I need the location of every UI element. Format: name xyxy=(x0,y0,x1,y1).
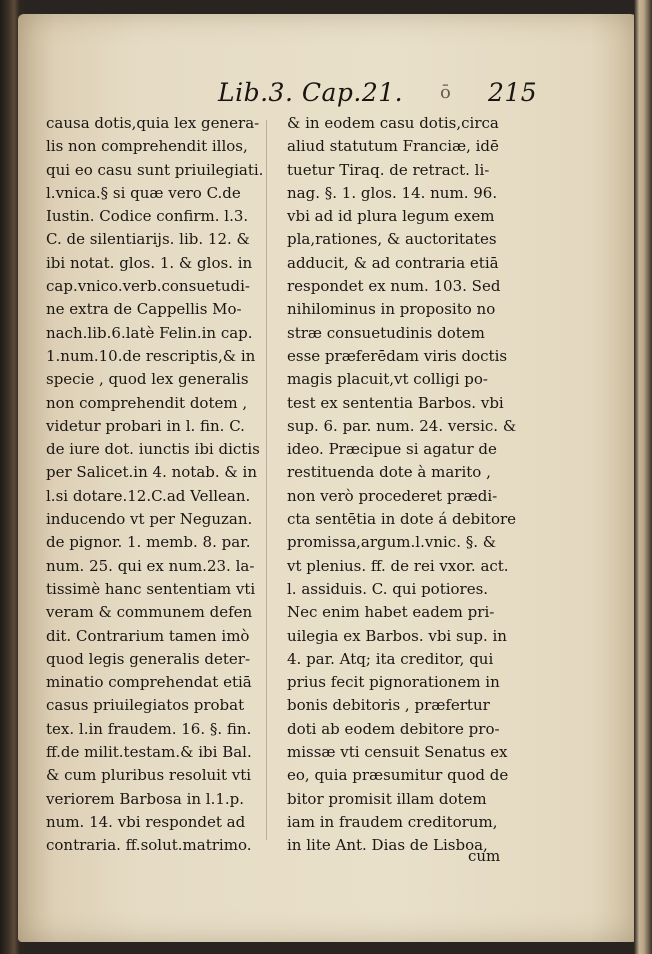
text-line: 4. par. Atq; ita creditor, qui xyxy=(287,649,494,668)
text-line: uilegia ex Barbos. vbi sup. in xyxy=(287,626,507,645)
text-line: cta sentētia in dote á debitore xyxy=(287,510,517,529)
text-line: vt plenius. ff. de rei vxor. act. xyxy=(287,556,509,575)
text-line: tex. l.in fraudem. 16. §. fin. xyxy=(46,719,252,738)
text-line: promissa,argum.l.vnic. §. & xyxy=(287,533,497,552)
text-line: lis non comprehendit illos, xyxy=(46,137,248,156)
right-text-column xyxy=(287,112,517,858)
text-line: magis placuit,vt colligi po- xyxy=(287,370,488,389)
text-line: esse præferēdam viris doctis xyxy=(287,346,508,365)
text-line: respondet ex num. 103. Sed xyxy=(287,277,501,296)
text-line: aliud statutum Franciæ, idē xyxy=(287,137,499,156)
text-line: cap.vnico.verb.consuetudi- xyxy=(46,277,250,296)
text-line: per Salicet.in 4. notab. & in xyxy=(46,463,257,482)
text-line: l. assiduis. C. qui potiores. xyxy=(287,579,489,598)
text-line: & in eodem casu dotis,circa xyxy=(287,114,499,132)
text-line: Iustin. Codice confirm. l.3. xyxy=(46,207,249,226)
text-line: non verò procederet prædi- xyxy=(287,486,498,505)
running-title: Lib.3. Cap.21. xyxy=(218,78,404,107)
text-line: ibi notat. glos. 1. & glos. in xyxy=(46,253,253,272)
text-line: l.vnica.§ si quæ vero C.de xyxy=(46,183,241,202)
text-line: casus priuilegiatos probat xyxy=(46,696,245,715)
catchword: cum xyxy=(468,847,501,865)
text-line: qui eo casu sunt priuilegiati. xyxy=(46,160,264,179)
text-line: bitor promisit illam dotem xyxy=(287,789,487,808)
text-line: quod legis generalis deter- xyxy=(46,649,251,668)
text-line: tuetur Tiraq. de retract. li- xyxy=(287,160,490,179)
text-line: num. 14. vbi respondet ad xyxy=(46,812,246,831)
text-line: ne extra de Cappellis Mo- xyxy=(46,300,242,319)
folio-number: 215 xyxy=(488,78,538,107)
text-line: veriorem Barbosa in l.1.p. xyxy=(46,789,245,808)
text-line: causa dotis,quia lex genera- xyxy=(46,114,260,132)
text-line: l.si dotare.12.C.ad Vellean. xyxy=(46,486,251,505)
text-line: tissimè hanc sententiam vti xyxy=(46,579,256,598)
text-line: in lite Ant. Dias de Lisboa, xyxy=(287,836,488,855)
text-line: missæ vti censuit Senatus ex xyxy=(287,743,508,762)
text-line: 1.num.10.de rescriptis,& in xyxy=(46,346,256,365)
text-line: nag. §. 1. glos. 14. num. 96. xyxy=(287,183,498,202)
text-line: nach.lib.6.latè Felin.in cap. xyxy=(46,323,253,342)
text-line: iam in fraudem creditorum, xyxy=(287,812,498,831)
text-line: non comprehendit dotem , xyxy=(46,393,248,412)
page-edge xyxy=(634,0,652,954)
text-line: test ex sententia Barbos. vbi xyxy=(287,393,504,412)
text-line: specie , quod lex generalis xyxy=(46,370,249,389)
text-line: dit. Contrarium tamen imò xyxy=(46,626,250,645)
column-gutter xyxy=(266,120,267,840)
text-line: & cum pluribus resoluit vti xyxy=(46,766,252,785)
text-line: restituenda dote à marito , xyxy=(287,463,491,482)
text-line: videtur probari in l. fin. C. xyxy=(46,416,245,435)
text-line: veram & communem defen xyxy=(46,603,253,622)
text-line: minatio comprehendat etiā xyxy=(46,673,252,692)
text-line: inducendo vt per Neguzan. xyxy=(46,510,253,529)
text-line: prius fecit pignorationem in xyxy=(287,673,500,692)
text-line: nihilominus in proposito no xyxy=(287,300,496,319)
text-line: ideo. Præcipue si agatur de xyxy=(287,440,497,459)
text-line: eo, quia præsumitur quod de xyxy=(287,766,509,785)
text-line: ff.de milit.testam.& ibi Bal. xyxy=(46,743,252,762)
text-line: num. 25. qui ex num.23. la- xyxy=(46,556,255,575)
text-line: stræ consuetudinis dotem xyxy=(287,323,485,342)
text-line: de iure dot. iunctis ibi dictis xyxy=(46,440,260,459)
text-line: pla,rationes, & auctoritates xyxy=(287,230,497,249)
text-line: bonis debitoris , præfertur xyxy=(287,696,490,715)
text-line: sup. 6. par. num. 24. versic. & xyxy=(287,416,517,435)
text-line: vbi ad id plura legum exem xyxy=(287,207,495,226)
text-line: C. de silentiarijs. lib. 12. & xyxy=(46,230,250,249)
text-line: contraria. ff.solut.matrimo. xyxy=(46,836,252,855)
text-line: doti ab eodem debitore pro- xyxy=(287,719,500,738)
page-header xyxy=(218,78,548,112)
left-text-column xyxy=(46,112,266,858)
text-line: de pignor. 1. memb. 8. par. xyxy=(46,533,251,552)
text-line: Nec enim habet eadem pri- xyxy=(287,603,495,622)
header-marks: ō xyxy=(440,82,452,103)
text-line: adducit, & ad contraria etiā xyxy=(287,253,499,272)
